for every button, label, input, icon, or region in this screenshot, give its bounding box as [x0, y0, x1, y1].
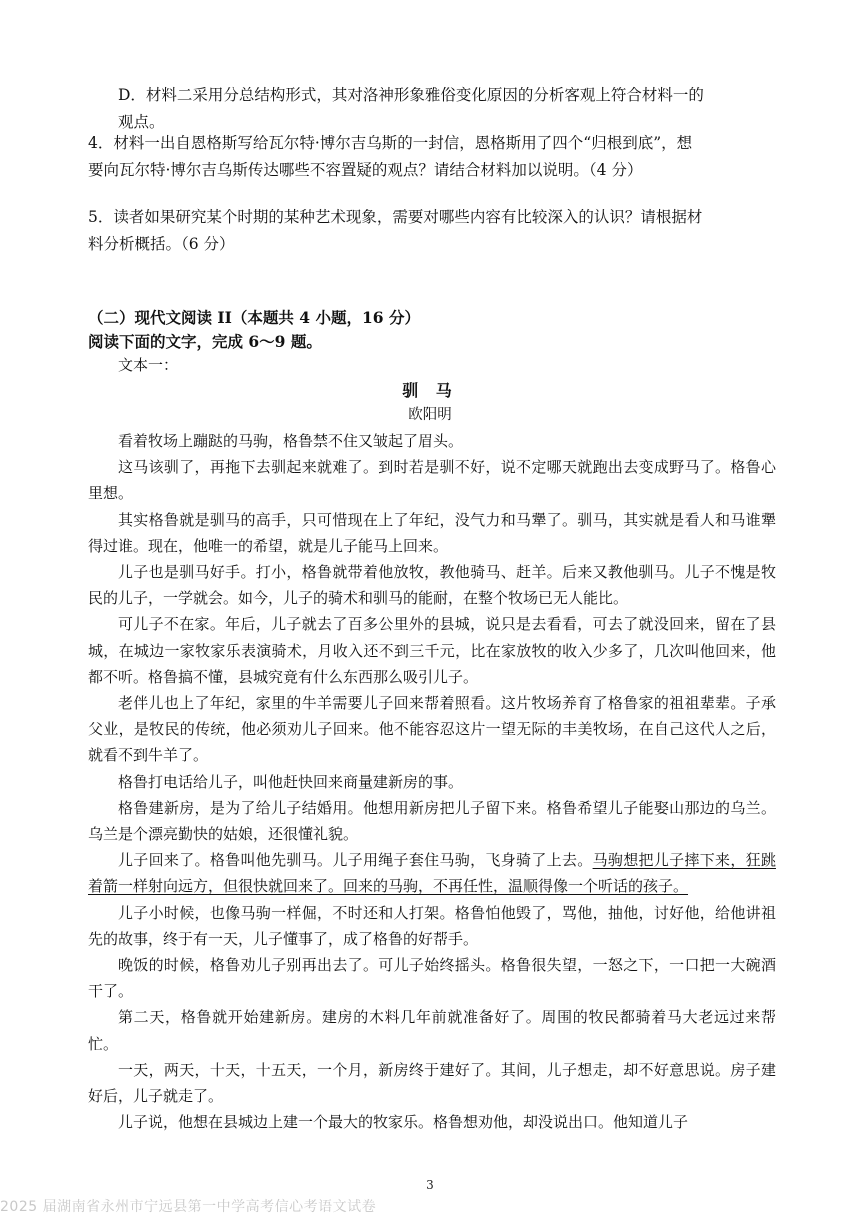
paragraph: 儿子说，他想在县城边上建一个最大的牧家乐。格鲁想劝他，却没说出口。他知道儿子 — [118, 1113, 689, 1132]
paragraph: 可儿子不在家。年后，儿子就去了百多公里外的县城，说只是去看看，可去了就没回来，留在了县城，在城边一家牧家乐表演骑术，月收入还不到三千元，比在家放牧的收入少多了，几次叫他回来，他都不听。格鲁搞不懂，县城究竟有什么东西那么吸引儿子。 — [88, 615, 776, 686]
paragraph: 这马该驯了，再拖下去驯起来就难了。到时若是驯不好，说不定哪天就跑出去变成野马了。格鲁心里想。 — [88, 458, 776, 503]
paragraph: 儿子小时候，也像马驹一样倔，不时还和人打架。格鲁怕他毁了，骂他，抽他，讨好他，给他讲祖先的故事，终于有一天，儿子懂事了，成了格鲁的好帮手。 — [88, 903, 776, 948]
paragraph: 老伴儿也上了年纪，家里的牛羊需要儿子回来帮着照看。这片牧场养育了格鲁家的祖祖辈辈。子承父业，是牧民的传统，他必须劝儿子回来。他不能容忍这片一望无际的丰美牧场，在自己这代人之后，就看不到牛羊了。 — [88, 694, 776, 765]
section-heading: （二）现代文阅读 II（本题共 4 小题，16 分） — [88, 308, 420, 327]
option-d-line1: D．材料二采用分总结构形式，其对洛神形象雅俗变化原因的分析客观上符合材料一的 — [118, 86, 704, 104]
article-body — [88, 428, 776, 1135]
page-number: 3 — [426, 1178, 434, 1192]
question-5-line2: 料分析概括。（6 分） — [88, 235, 235, 253]
text-label: 文本一： — [118, 356, 179, 374]
question-4-line1: 4．材料一出自恩格斯写给瓦尔特·博尔吉乌斯的一封信，恩格斯用了四个“归根到底”，想 — [88, 134, 693, 152]
paragraph: 其实格鲁就是驯马的高手，只可惜现在上了年纪，没气力和马犟了。驯马，其实就是看人和马谁犟得过谁。现在，他唯一的希望，就是儿子能马上回来。 — [88, 510, 776, 555]
paragraph: 第二天，格鲁就开始建新房。建房的木料几年前就准备好了。周围的牧民都骑着马大老远过来帮忙。 — [88, 1008, 776, 1053]
paragraph: 格鲁建新房，是为了给儿子结婚用。他想用新房把儿子留下来。格鲁希望儿子能娶山那边的乌兰。乌兰是个漂亮勤快的姑娘，还很懂礼貌。 — [88, 798, 776, 844]
paragraph: 儿子也是驯马好手。打小，格鲁就带着他放牧，教他骑马、赶羊。后来又教他驯马。儿子不愧是牧民的儿子，一学就会。如今，儿子的骑术和驯马的能耐，在整个牧场已无人能比。 — [88, 563, 776, 608]
question-4-line2: 要向瓦尔特·博尔吉乌斯传达哪些不容置疑的观点？请结合材料加以说明。（4 分） — [88, 161, 643, 179]
paragraph: 格鲁打电话给儿子，叫他赶快回来商量建新房的事。 — [118, 772, 464, 791]
paragraph: 一天，两天，十天，十五天，一个月，新房终于建好了。其间，儿子想走，却不好意思说。房子建好后，儿子就走了。 — [88, 1060, 776, 1106]
article-author: 欧阳明 — [408, 407, 452, 423]
paragraph: 看着牧场上蹦跶的马驹，格鲁禁不住又皱起了眉头。 — [118, 432, 464, 450]
option-d-line2: 观点。 — [118, 113, 165, 131]
paragraph-lead: 儿子回来了。格鲁叫他先驯马。儿子用绳子套住马驹，飞身骑了上去。 — [118, 851, 593, 870]
question-4 — [88, 130, 788, 184]
underlined-sentence: 马驹想把儿子摔下来，狂跳着箭一样射向远方，但很快就回来了。回来的马驹，不再任性，温顺得像一个听话的孩子。 — [88, 851, 776, 896]
underlined-paragraph — [88, 847, 776, 899]
option-d — [118, 82, 778, 136]
paragraph: 晚饭的时候，格鲁劝儿子别再出去了。可儿子始终摇头。格鲁很失望，一怒之下，一口把一大碗酒干了。 — [88, 956, 776, 1001]
article-title: 驯 马 — [402, 381, 458, 400]
watermark: 2025 届湖南省永州市宁远县第一中学高考信心考语文试卷 — [0, 1199, 377, 1215]
section-instruction: 阅读下面的文字，完成 6～9 题。 — [88, 332, 322, 351]
question-5 — [88, 204, 788, 258]
question-5-line1: 5．读者如果研究某个时期的某种艺术现象，需要对哪些内容有比较深入的认识？请根据材 — [88, 208, 703, 226]
